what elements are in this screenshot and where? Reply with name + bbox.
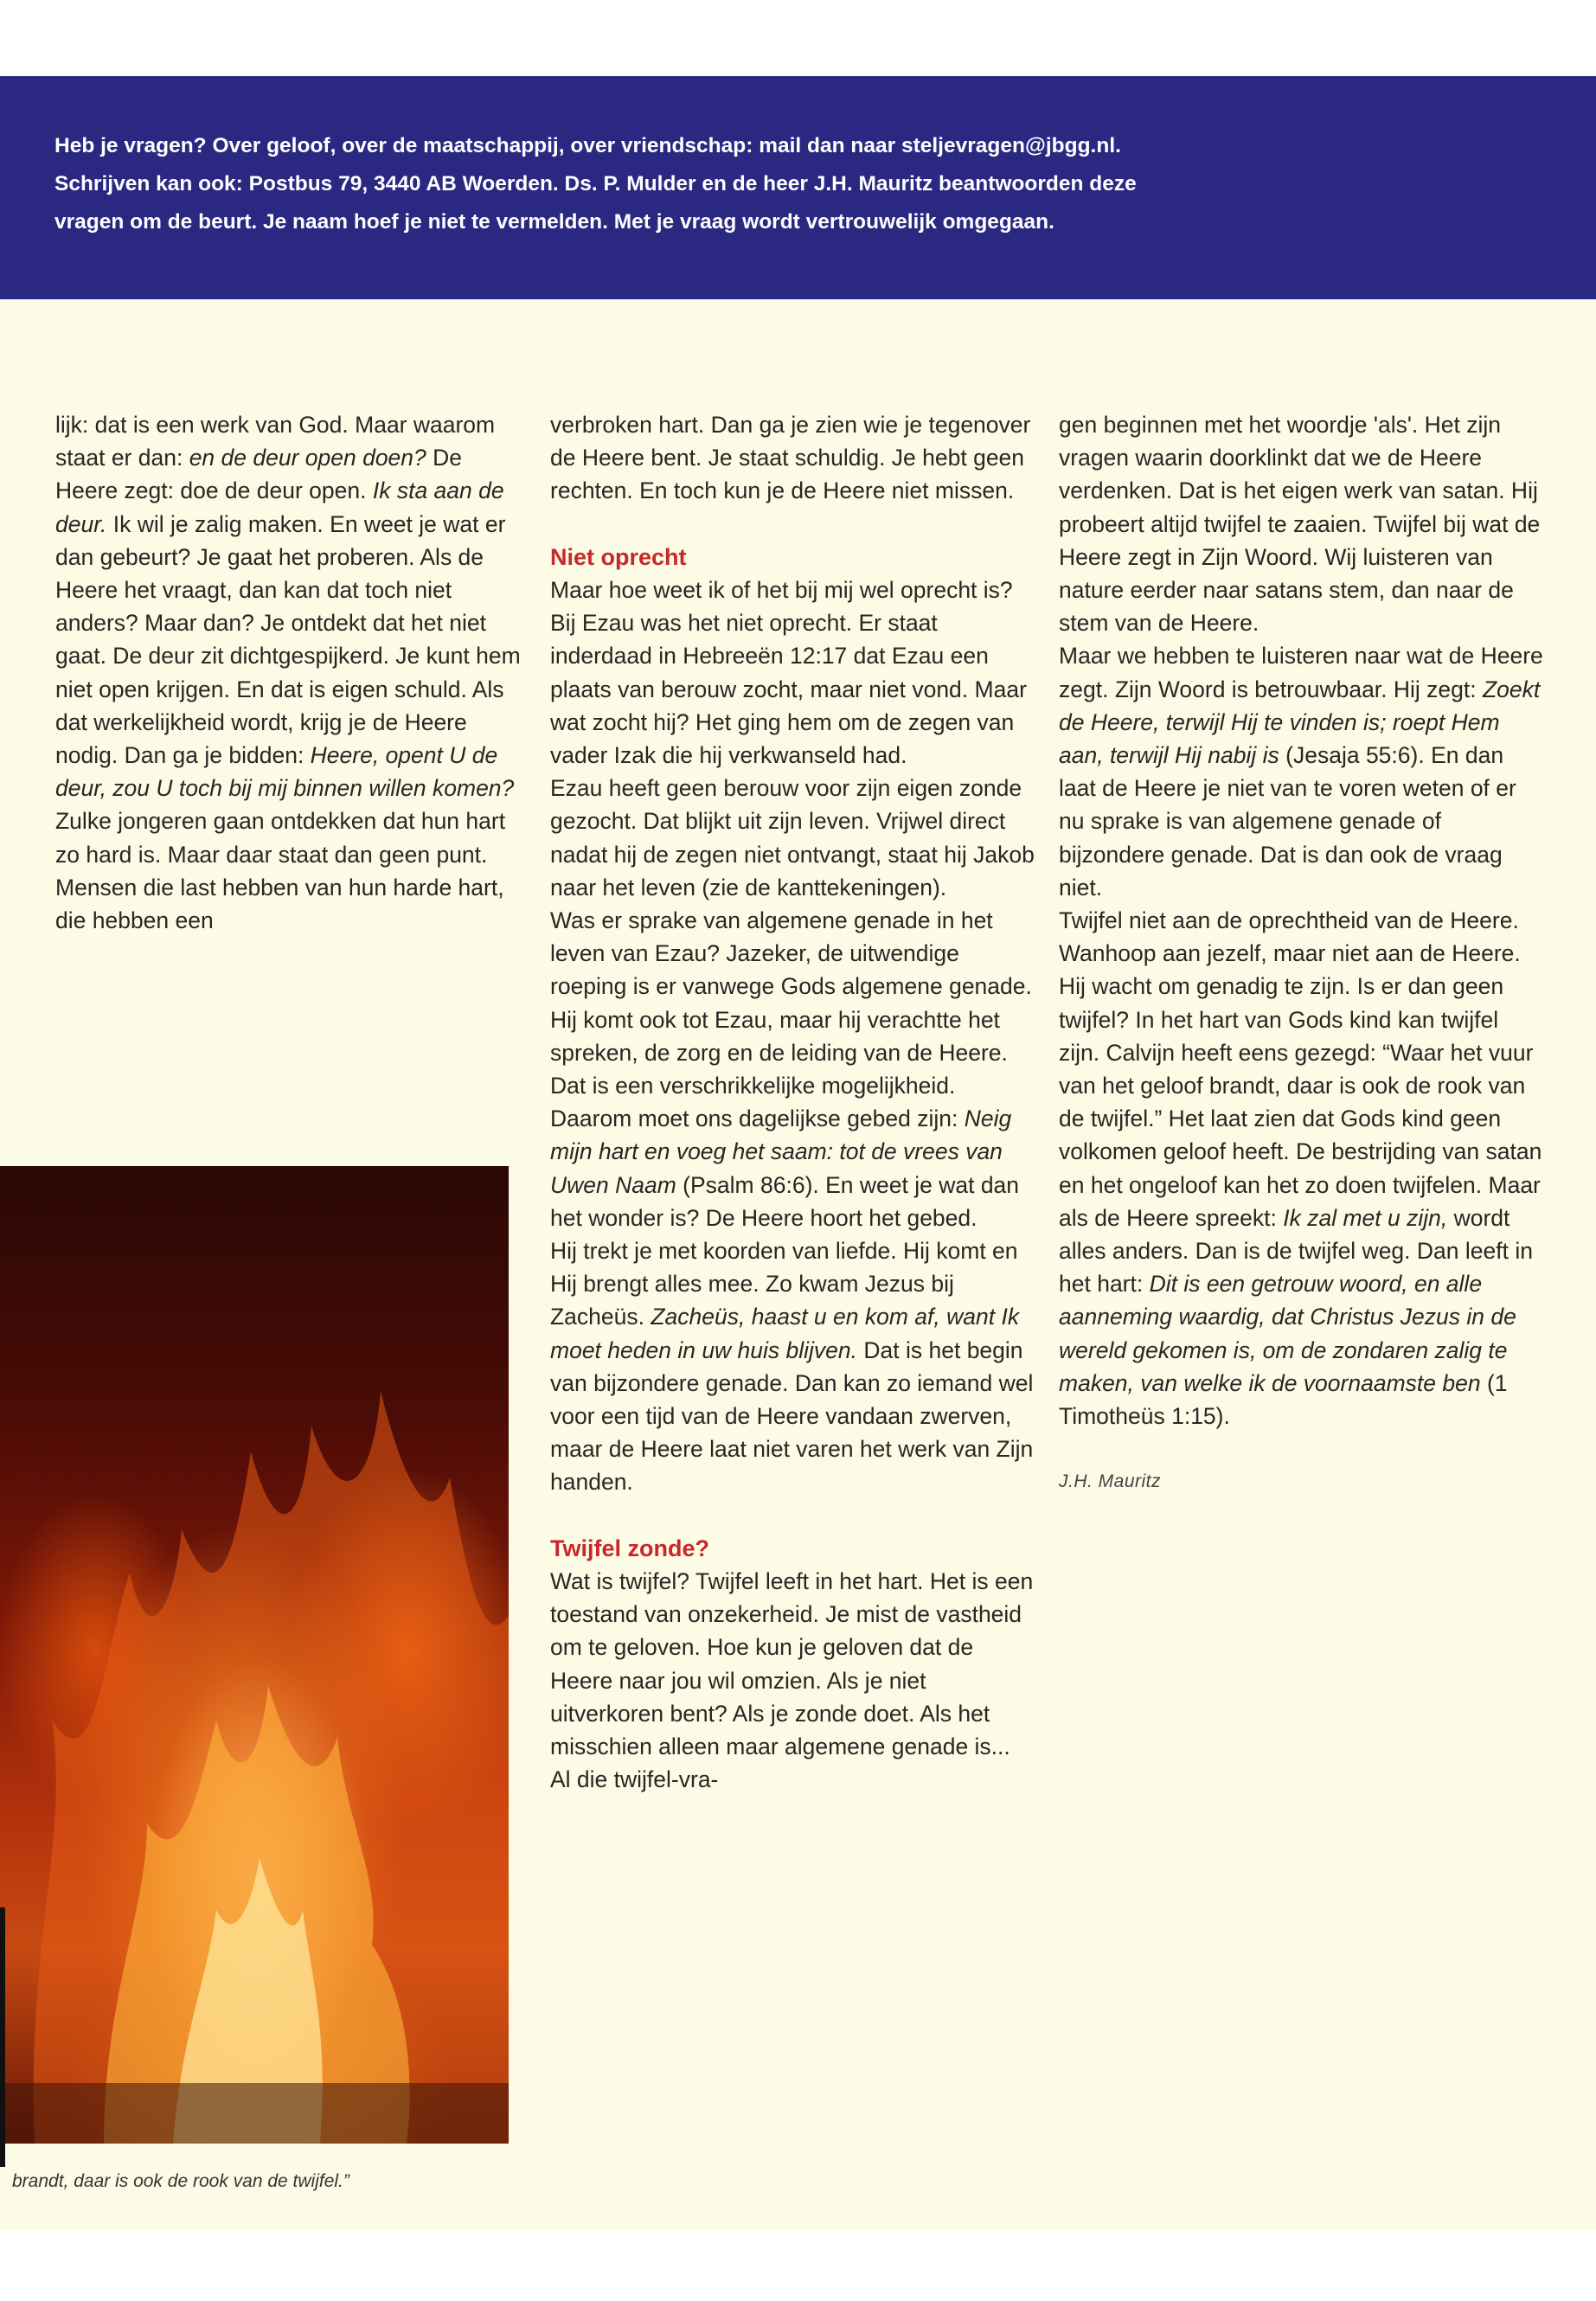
paragraph: gen beginnen met het woordje 'als'. Het zijn vragen waarin doorklinkt dat we de Heere verdenken. Dat is het eigen werk van satan. Hij probeert altijd twijfel te zaaien. Twijfel bij wat de Heere zegt in Zijn Woord. Wij luisteren van nature eerder naar satans stem, dan naar de stem van de Heere. [1059,412,1541,637]
photo-caption: brandt, daar is ook de rook van de twijfel.” [12,2171,349,2191]
italic-run: Dit is een getrouw woord, en alle aanneming waardig, dat Christus Jezus in de wereld gekomen is, om de zondaren zalig te maken, van welke ik de voornaamste ben [1059,1271,1516,1396]
paragraph: Wat is twijfel? Twijfel leeft in het hart. Het is een toestand van onzekerheid. Je mist de vastheid om te geloven. Hoe kun je geloven dat de Heere naar jou wil omzien. Als je niet uitverkoren bent? Als je zonde doet. Als het misschien alleen maar algemene genade is... Al die twijfel-vra- [550,1568,1034,1793]
banner-line-3: vragen om de beurt. Je naam hoef je niet te vermelden. Met je vraag wordt vertrouwelijk omgegaan. [54,210,1054,234]
paragraph: verbroken hart. Dan ga je zien wie je tegenover de Heere bent. Je staat schuldig. Je hebt geen rechten. En toch kun je de Heere niet missen. [550,412,1031,504]
paragraph [55,408,522,937]
column-1 [55,408,522,937]
text-run: lijk: dat is een werk van God. Maar waarom staat er dan: [55,412,496,471]
text-run: (Jesaja 55:6). En dan laat de Heere je niet van te voren weten of er nu sprake is van algemene genade of bijzondere genade. Dat is dan ook de vraag niet. [1059,742,1516,901]
column-3 [1059,408,1543,1499]
text-run: Zulke jongeren gaan ontdekken dat hun hart zo hard is. Maar daar staat dan geen punt. Mensen die last hebben van hun harde hart, die hebben een [55,808,506,934]
text-run: Maar we hebben te luisteren naar wat de Heere zegt. Zijn Woord is betrouwbaar. Hij zegt: [1059,643,1543,702]
text-run: Twijfel niet aan de oprechtheid van de Heere. Wanhoop aan jezelf, maar niet aan de Heere. Hij wacht om genadig te zijn. Is er dan geen twijfel? In het hart van Gods kind kan twijfel zijn. Calvijn heeft eens gezegd: “Waar het vuur van het geloof brandt, daar is ook de rook van de twijfel.” Het laat zien dat Gods kind geen volkomen geloof heeft. De bestrijding van satan en het ongeloof kan het zo doen twijfelen. Maar als de Heere spreekt: [1059,907,1542,1231]
paragraph [550,1102,1035,1234]
text-run: Dat is het begin van bijzondere genade. Dan kan zo iemand wel voor een tijd van de Heere vandaan zwerven, maar de Heere laat niet varen het werk van Zijn handen. [550,1336,1034,1496]
paragraph [1059,639,1543,904]
paragraph: Ezau heeft geen berouw voor zijn eigen zonde gezocht. Dat blijkt uit zijn leven. Vrijwel direct nadat hij de zegen niet ontvangt, staat hij Jakob naar het leven (zie de kanttekeningen). [550,775,1035,901]
text-run: (1 Timotheüs 1:15). [1059,1369,1508,1430]
paragraph: Was er sprake van algemene genade in het leven van Ezau? Jazeker, de uitwendige roeping is er vanwege Gods algemene genade. Hij komt ook tot Ezau, maar hij verachtte het spreken, de zorg en de leiding van de Heere. Dat is een verschrikkelijke mogelijkheid. [550,907,1032,1099]
banner-line-1: Heb je vragen? Over geloof, over de maatschappij, over vriendschap: mail dan naar steljevragen@jbgg.nl. [54,134,1121,157]
italic-run: en de deur open doen? [189,445,426,471]
text-run: Ik wil je zalig maken. En weet je wat er dan gebeurt? Je gaat het proberen. Als de Heere het vraagt, dan kan dat toch niet anders? Maar dan? Je ontdekt dat het niet gaat. De deur zit dichtgespijkerd. Je kunt hem niet open krijgen. En dat is eigen schuld. Als dat werkelijkheid wordt, krijg je de Heere nodig. Dan ga je bidden: [55,510,521,769]
italic-run: Ik sta aan de deur. [55,478,504,537]
italic-run: Ik zal met u zijn, [1283,1204,1448,1231]
text-run: De Heere zegt: doe de deur open. [55,445,463,504]
question-banner [0,76,1596,299]
text-run: Daarom moet ons dagelijkse gebed zijn: [550,1106,965,1132]
italic-run: Zoekt de Heere, terwijl Hij te vinden is; roept Hem aan, terwijl Hij nabij is [1059,676,1541,769]
text-run: wordt alles anders. Dan is de twijfel weg. Dan leeft in het hart: [1059,1204,1533,1298]
section-heading-twijfel-zonde: Twijfel zonde? [550,1535,709,1561]
author-signature: J.H. Mauritz [1059,1471,1162,1492]
italic-run: Zacheüs, haast u en kom af, want Ik moet heden in uw huis blijven. [550,1304,1020,1363]
text-run: Hij trekt je met koorden van liefde. Hij komt en Hij brengt alles mee. Zo kwam Jezus bij Zacheüs. [550,1238,1018,1330]
fire-photo [0,1166,509,2144]
column-2 [550,408,1035,1797]
edge-mark [0,1907,5,2167]
banner-text [54,127,1404,241]
banner-line-2: Schrijven kan ook: Postbus 79, 3440 AB Woerden. Ds. P. Mulder en de heer J.H. Mauritz beantwoorden deze [54,172,1137,195]
text-run: (Psalm 86:6). En weet je wat dan het wonder is? De Heere hoort het gebed. [550,1171,1020,1231]
paragraph [1059,904,1543,1433]
section-heading-niet-oprecht: Niet oprecht [550,543,687,570]
paragraph: Maar hoe weet ik of het bij mij wel oprecht is? Bij Ezau was het niet oprecht. Er staat inderdaad in Hebreeën 12:17 dat Ezau een plaats van berouw zocht, maar niet vond. Maar wat zocht hij? Het ging hem om de zegen van vader Izak die hij verkwanseld had. [550,577,1027,769]
paragraph [550,1234,1035,1499]
italic-run: Neig mijn hart en voeg het saam: tot de vrees van Uwen Naam [550,1106,1012,1198]
italic-run: Heere, opent U de deur, zou U toch bij mij binnen willen komen? [55,742,515,802]
flame-illustration [0,1166,509,2144]
